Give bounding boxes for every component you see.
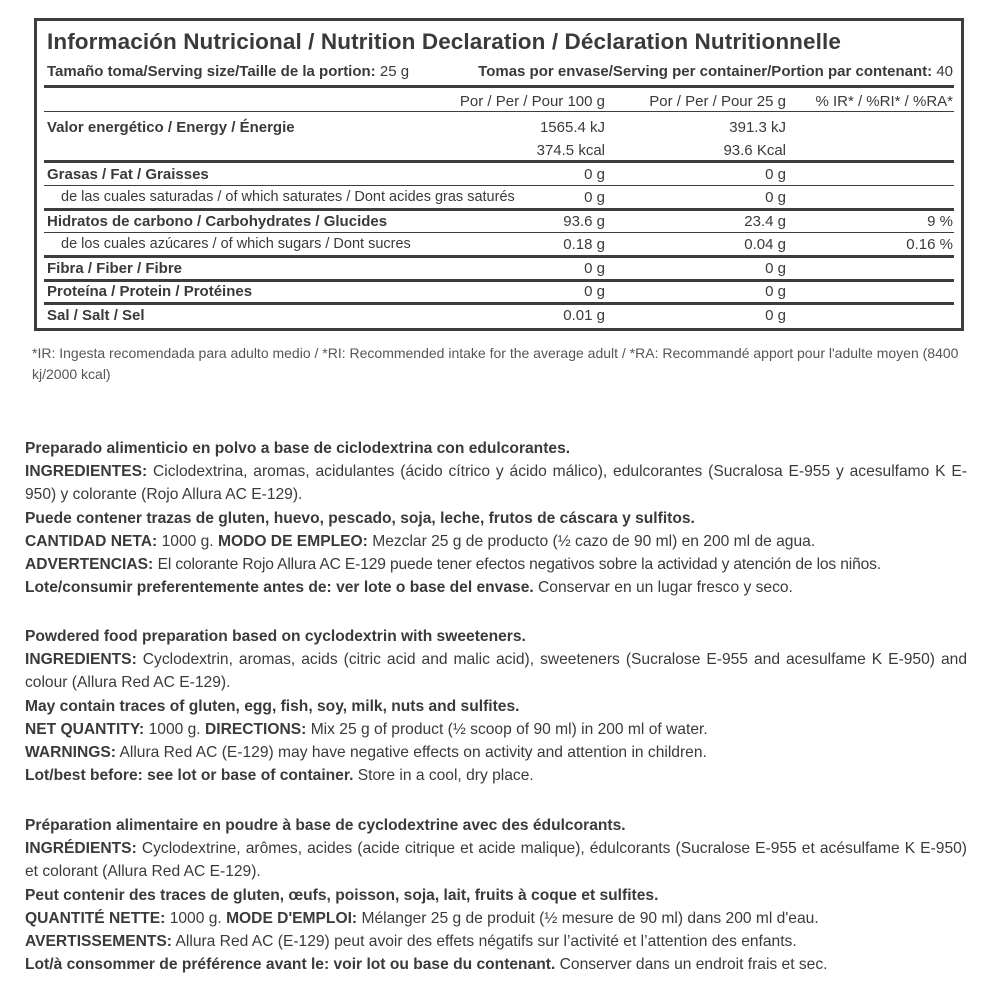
energy-kcal-100g: 374.5 kcal <box>536 142 605 159</box>
allergens-text: Puede contener trazas de gluten, huevo, pescado, soja, leche, frutos de cáscara y sulfitos. <box>25 509 695 527</box>
rule-thick <box>44 279 954 282</box>
saturates-25g: 0 g <box>765 189 786 206</box>
section-spanish <box>25 437 967 599</box>
directions-label: MODE D'EMPLOI: <box>226 909 358 927</box>
row-label-carbohydrates: Hidratos de carbono / Carbohydrates / Glucides <box>47 213 388 230</box>
carbohydrates-ri: 9 % <box>927 213 953 230</box>
row-label-energy: Valor energético / Energy / Énergie <box>47 119 295 136</box>
storage-text: Conserver dans un endroit frais et sec. <box>559 956 828 974</box>
storage-text: Store in a cool, dry place. <box>357 767 534 785</box>
intro-text: Preparado alimenticio en polvo a base de ciclodextrina con edulcorantes. <box>25 440 571 457</box>
warnings-paragraph <box>25 930 967 953</box>
ingredients-text: Cyclodextrin, aromas, acids (citric acid and malic acid), sweeteners (Sucralose E-955 and acesulfame K E-950) and colour (Allura Red AC E-129). <box>25 651 967 692</box>
row-label-saturates: de las cuales saturadas / of which saturates / Dont acides gras saturés <box>61 189 515 205</box>
storage-text: Conservar en un lugar fresco y seco. <box>538 579 793 597</box>
reference-intake-footnote: *IR: Ingesta recomendada para adulto medio / *RI: Recommended intake for the average adult / *RA: Recommandé apport pour l'adulte moyen (8400 kj/2000 kcal) <box>32 345 959 382</box>
salt-100g: 0.01 g <box>563 307 605 324</box>
lot-paragraph <box>25 953 967 976</box>
lot-paragraph <box>25 576 967 599</box>
serving-info <box>47 63 953 80</box>
lot-label: Lot/à consommer de préférence avant le: voir lot ou base du contenant. <box>25 956 556 974</box>
rule <box>44 232 954 233</box>
col-header-ri: % IR* / %RI* / %RA* <box>815 93 953 110</box>
net-quantity-paragraph <box>25 907 967 930</box>
col-header-per-25g: Por / Per / Pour 25 g <box>649 93 786 110</box>
warnings-paragraph <box>25 741 967 764</box>
carbohydrates-100g: 93.6 g <box>563 213 605 230</box>
lot-label: Lote/consumir preferentemente antes de: ver lote o base del envase. <box>25 579 534 597</box>
warnings-paragraph <box>25 553 967 576</box>
ingredients-label: INGREDIENTS: <box>25 651 137 669</box>
rule-thick <box>44 255 954 258</box>
warnings-text: Allura Red AC (E-129) may have negative effects on activity and attention in children. <box>119 744 707 762</box>
net-quantity-label: NET QUANTITY: <box>25 720 145 738</box>
rule-thick <box>44 208 954 211</box>
warnings-label: WARNINGS: <box>25 744 116 762</box>
serving-size-label: Tamaño toma/Serving size/Taille de la portion: <box>47 63 376 80</box>
ingredients-text: Cyclodextrine, arômes, acides (acide citrique et acide malique), édulcorants (Sucralose E-955 et acésulfame K E-950) et colorant (Allura Red AC E-129). <box>25 840 967 881</box>
net-quantity-value: 1000 g. <box>148 720 201 738</box>
directions-text: Mezclar 25 g de producto (½ cazo de 90 ml) en 200 ml de agua. <box>372 532 816 550</box>
rule <box>44 185 954 186</box>
directions-label: DIRECTIONS: <box>204 720 307 738</box>
servings-label: Tomas por envase/Serving per container/Portion par contenant: <box>478 63 933 80</box>
section-english <box>25 625 967 787</box>
row-label-sugars: de los cuales azúcares / of which sugars / Dont sucres <box>61 236 411 252</box>
servings-value: 40 <box>936 63 953 80</box>
rule <box>44 111 954 112</box>
ingredients-paragraph <box>25 648 967 694</box>
warnings-label: ADVERTENCIAS: <box>25 556 154 574</box>
saturates-100g: 0 g <box>584 189 605 206</box>
fat-100g: 0 g <box>584 166 605 183</box>
row-label-protein: Proteína / Protein / Protéines <box>47 283 253 300</box>
fibre-25g: 0 g <box>765 260 786 277</box>
rule-thick <box>44 160 954 163</box>
directions-label: MODO DE EMPLEO: <box>217 532 368 550</box>
energy-kj-25g: 391.3 kJ <box>729 119 786 136</box>
row-label-fibre: Fibra / Fiber / Fibre <box>47 260 183 277</box>
warnings-text: Allura Red AC (E-129) peut avoir des effets négatifs sur l’activité et l’attention des enfants. <box>175 933 797 951</box>
net-quantity-label: CANTIDAD NETA: <box>25 532 158 550</box>
protein-100g: 0 g <box>584 283 605 300</box>
protein-25g: 0 g <box>765 283 786 300</box>
allergens-text: May contain traces of gluten, egg, fish, soy, milk, nuts and sulfites. <box>25 697 520 715</box>
energy-kj-100g: 1565.4 kJ <box>539 119 605 136</box>
serving-size <box>47 63 409 80</box>
ingredients-paragraph <box>25 837 967 883</box>
sugars-ri: 0.16 % <box>906 236 953 253</box>
intro-text: Powdered food preparation based on cyclodextrin with sweeteners. <box>25 628 526 645</box>
energy-kcal-25g: 93.6 Kcal <box>723 142 786 159</box>
carbohydrates-25g: 23.4 g <box>744 213 786 230</box>
rule-thick <box>44 302 954 305</box>
rule-thick <box>44 85 954 88</box>
row-label-fat: Grasas / Fat / Graisses <box>47 166 209 183</box>
ingredients-label: INGREDIENTES: <box>25 463 148 481</box>
net-quantity-paragraph <box>25 530 967 553</box>
lot-label: Lot/best before: see lot or base of container. <box>25 767 354 785</box>
net-quantity-paragraph <box>25 718 967 741</box>
net-quantity-value: 1000 g. <box>161 532 214 550</box>
net-quantity-label: QUANTITÉ NETTE: <box>25 909 166 927</box>
lot-paragraph <box>25 764 967 787</box>
directions-text: Mix 25 g of product (½ scoop of 90 ml) in 200 ml of water. <box>310 720 708 738</box>
fat-25g: 0 g <box>765 166 786 183</box>
table-title: Información Nutricional / Nutrition Declaration / Déclaration Nutritionnelle <box>47 29 841 54</box>
row-label-salt: Sal / Salt / Sel <box>47 307 145 324</box>
sugars-100g: 0.18 g <box>563 236 605 253</box>
ingredients-label: INGRÉDIENTS: <box>25 840 137 858</box>
ingredients-paragraph <box>25 460 967 506</box>
salt-25g: 0 g <box>765 307 786 324</box>
section-french <box>25 814 967 976</box>
warnings-label: AVERTISSEMENTS: <box>25 933 172 951</box>
ingredients-text: Ciclodextrina, aromas, acidulantes (ácido cítrico y ácido málico), edulcorantes (Sucralosa E-955 y acesulfamo K E-950) y colorante (Rojo Allura AC E-129). <box>25 463 967 504</box>
col-header-per-100g: Por / Per / Pour 100 g <box>459 93 605 110</box>
warnings-text: El colorante Rojo Allura AC E-129 puede tener efectos negativos sobre la actividad y atención de los niños. <box>157 556 881 574</box>
servings-per-container <box>478 63 953 80</box>
fibre-100g: 0 g <box>584 260 605 277</box>
directions-text: Mélanger 25 g de produit (½ mesure de 90 ml) dans 200 ml d'eau. <box>361 909 819 927</box>
allergens-text: Peut contenir des traces de gluten, œufs, poisson, soja, lait, fruits à coque et sulfites. <box>25 886 659 904</box>
net-quantity-value: 1000 g. <box>169 909 222 927</box>
nutrition-table <box>34 18 964 331</box>
serving-size-value: 25 g <box>379 63 410 80</box>
intro-text: Préparation alimentaire en poudre à base de cyclodextrine avec des édulcorants. <box>25 817 626 834</box>
sugars-25g: 0.04 g <box>744 236 786 253</box>
